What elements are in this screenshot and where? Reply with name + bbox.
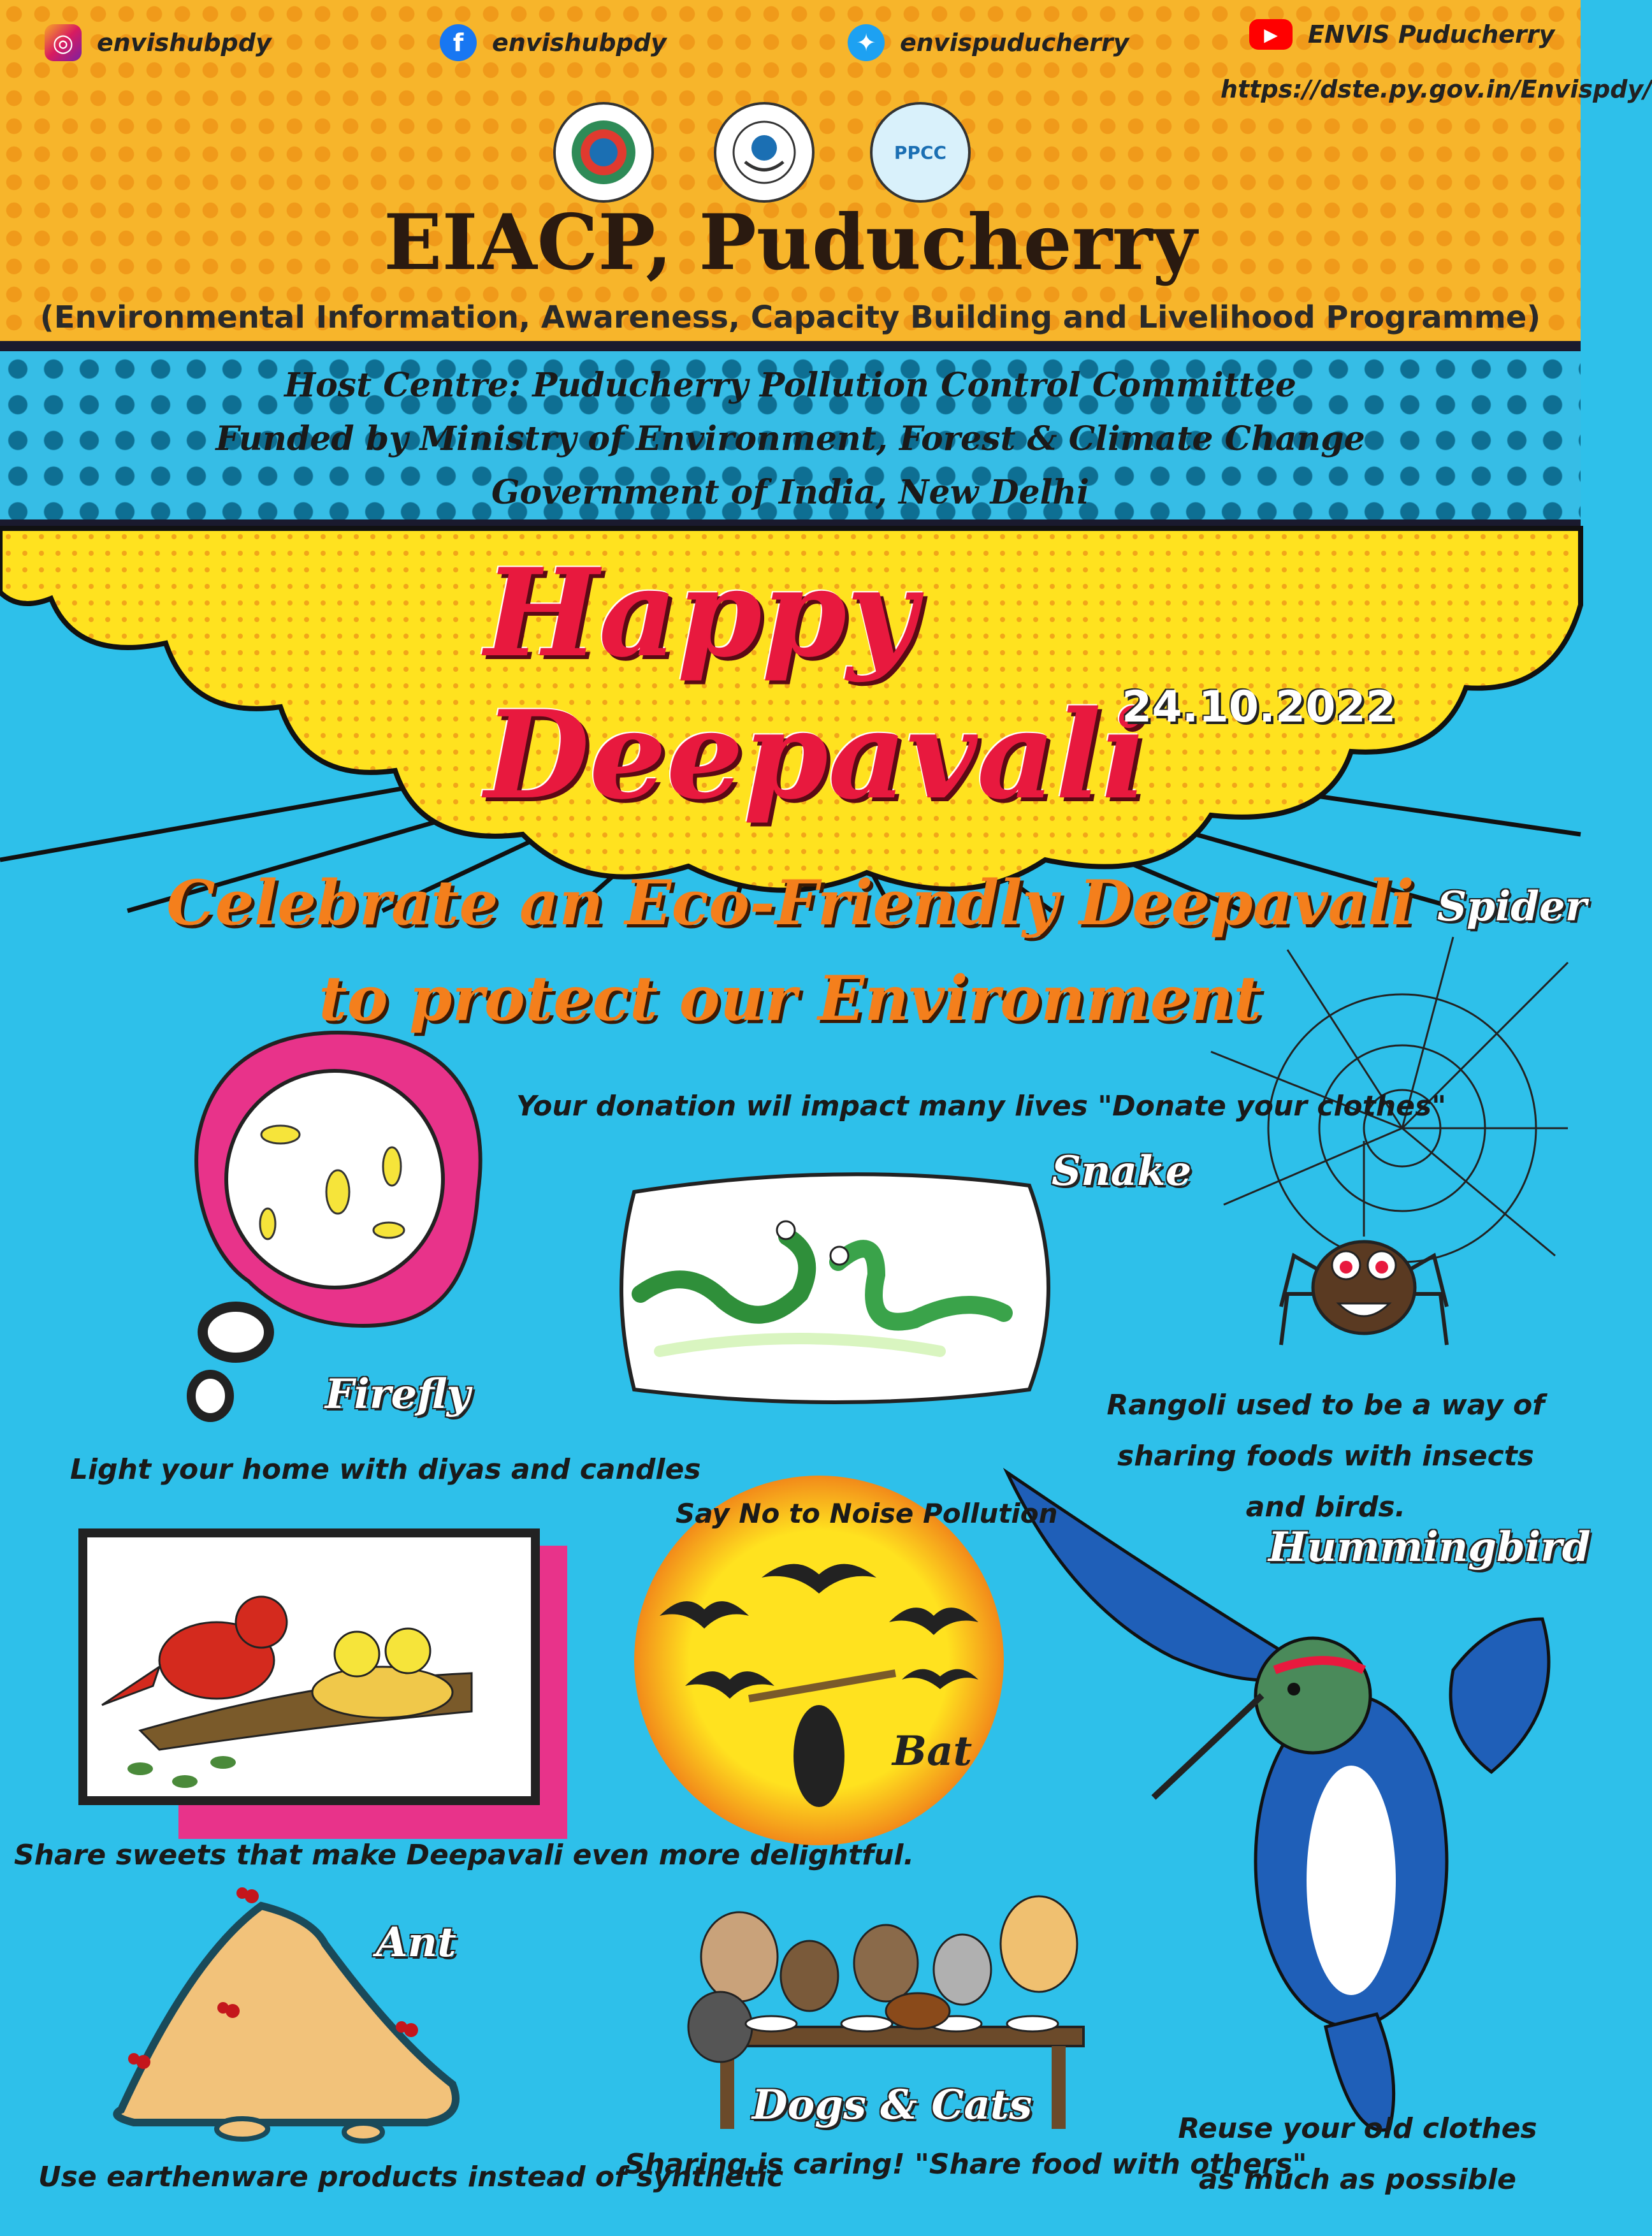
spider-icon bbox=[1281, 1242, 1447, 1345]
website-link[interactable] bbox=[1221, 75, 1652, 103]
sharing-tip: Sharing is caring! "Share food with others" bbox=[625, 2148, 1307, 2181]
facebook-handle: envishubpdy bbox=[492, 29, 667, 57]
twitter-handle: envispuducherry bbox=[900, 29, 1129, 57]
bird-panel bbox=[64, 1520, 574, 1845]
nest-icon bbox=[312, 1667, 453, 1718]
page-title: EIACP, Puducherry bbox=[384, 198, 1197, 287]
spider-label: Spider bbox=[1437, 883, 1587, 931]
ministry-logo bbox=[553, 102, 654, 203]
facebook-link[interactable] bbox=[440, 24, 667, 61]
bat-label: Bat bbox=[892, 1727, 973, 1775]
earthenware-tip: Use earthenware products instead of synthetic bbox=[38, 2161, 784, 2193]
event-date: 24.10.2022 bbox=[1122, 682, 1396, 732]
rangoli-tip: Rangoli used to be a way of sharing foods with insects and birds. bbox=[1106, 1389, 1545, 1523]
youtube-handle: ENVIS Puducherry bbox=[1308, 20, 1555, 48]
twitter-icon: ✦ bbox=[848, 24, 885, 61]
noise-tip: Say No to Noise Pollution bbox=[676, 1498, 1058, 1529]
divider bbox=[0, 341, 1581, 351]
envis-logo bbox=[714, 102, 815, 203]
spider-web-illustration bbox=[1211, 937, 1568, 1396]
youtube-icon: ▶ bbox=[1249, 19, 1293, 50]
instagram-link[interactable] bbox=[45, 24, 272, 61]
snake-label: Snake bbox=[1052, 1147, 1192, 1195]
diyas-tip: Light your home with diyas and candles bbox=[70, 1453, 701, 1486]
instagram-icon: ◎ bbox=[45, 24, 82, 61]
sweets-tip: Share sweets that make Deepavali even more delightful. bbox=[14, 1839, 915, 1871]
government-text: Government of India, New Delhi bbox=[491, 473, 1089, 512]
donate-tip: Your donation wil impact many lives "Donate your clothes" bbox=[516, 1090, 1447, 1122]
dogs-cats-label: Dogs & Cats bbox=[752, 2081, 1032, 2129]
snake-panel bbox=[609, 1166, 1068, 1409]
page-subtitle: (Environmental Information, Awareness, Capacity Building and Livelihood Programme) bbox=[40, 300, 1541, 335]
ppcc-logo-text: PPCC bbox=[894, 142, 947, 163]
facebook-icon: f bbox=[440, 24, 477, 61]
host-centre-text: Host Centre: Puducherry Pollution Control Committee bbox=[284, 366, 1296, 405]
greeting-title: Happy Deepavali bbox=[484, 542, 1148, 826]
firefly-label: Firefly bbox=[325, 1370, 470, 1418]
reuse-tip: Reuse your old clothes as much as possible bbox=[1178, 2112, 1537, 2196]
hummingbird-label: Hummingbird bbox=[1268, 1523, 1591, 1571]
hands-globe-icon bbox=[729, 117, 799, 187]
headline-line1: Celebrate an Eco-Friendly Deepavali bbox=[166, 867, 1414, 939]
youtube-link[interactable] bbox=[1249, 19, 1554, 50]
headline-line2: to protect our Environment bbox=[319, 962, 1262, 1035]
website-url: https://dste.py.gov.in/Envispdy/ bbox=[1221, 75, 1652, 103]
ant-label: Ant bbox=[376, 1919, 456, 1966]
funded-by-text: Funded by Ministry of Environment, Forest & Climate Change bbox=[215, 419, 1365, 458]
ppcc-logo bbox=[870, 102, 971, 203]
twitter-link[interactable] bbox=[848, 24, 1129, 61]
frog-emblem-icon bbox=[569, 117, 639, 187]
instagram-handle: envishubpdy bbox=[97, 29, 272, 57]
